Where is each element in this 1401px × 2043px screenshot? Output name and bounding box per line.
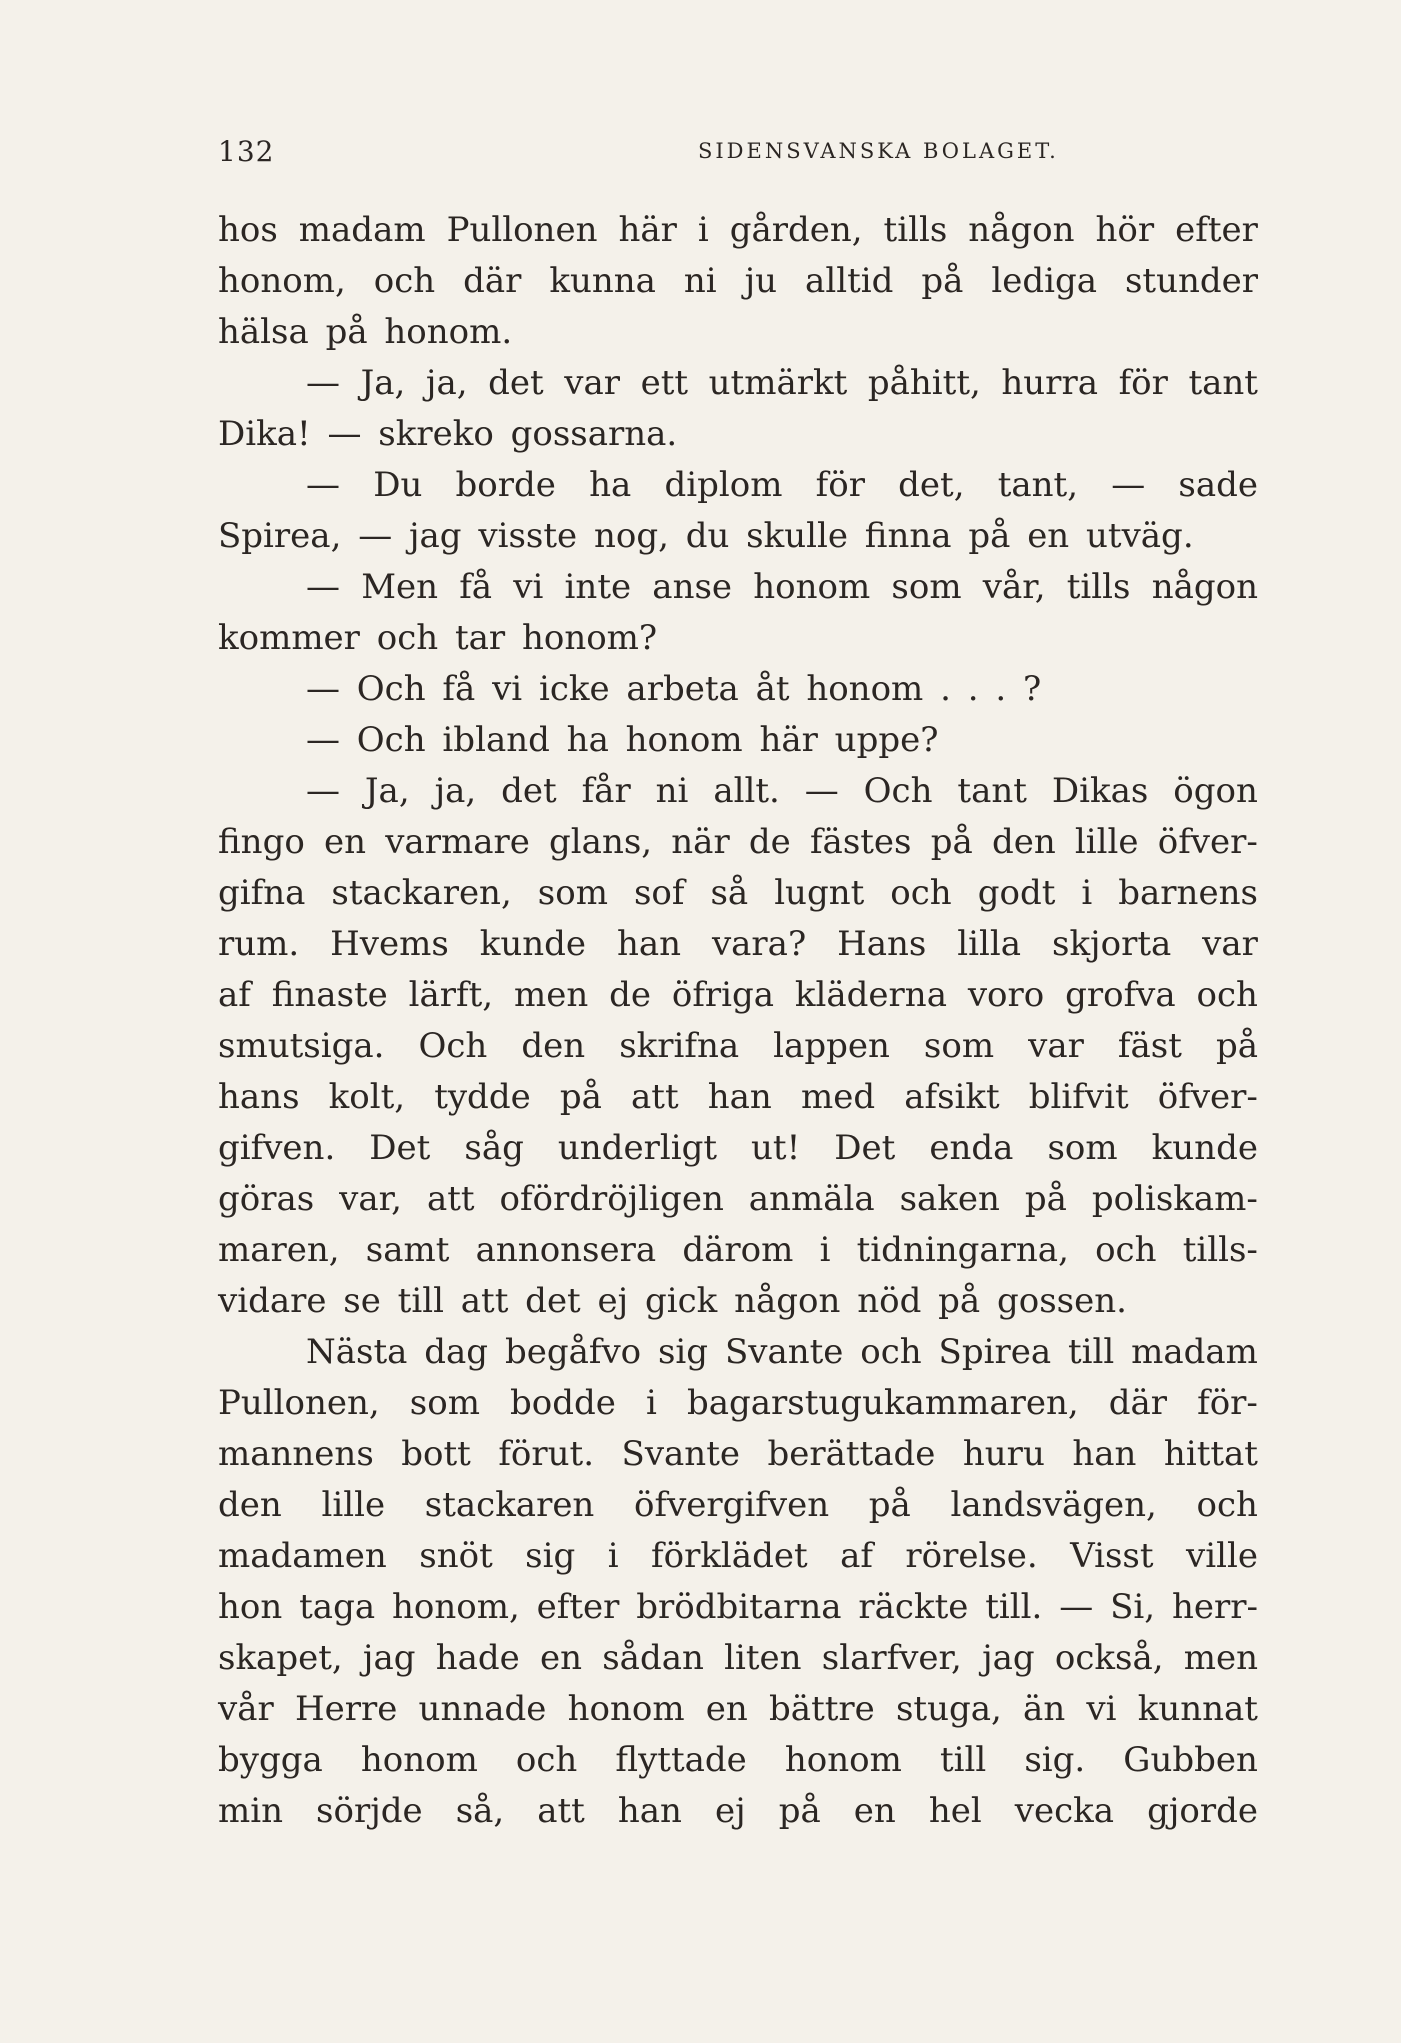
text-line: göras var, att ofördröjligen anmäla saken på poliskam- xyxy=(218,1179,1258,1219)
text-line: rum. Hvems kunde han vara? Hans lilla skjorta var xyxy=(218,924,1258,964)
text-line: mannens bott förut. Svante berättade huru han hittat xyxy=(218,1434,1258,1474)
text-line: hälsa på honom. xyxy=(218,312,513,352)
text-line: — Men få vi inte anse honom som vår, tills någon xyxy=(306,567,1258,607)
text-line: hos madam Pullonen här i gården, tills någon hör efter xyxy=(218,210,1258,250)
text-line: — Och ibland ha honom här uppe? xyxy=(306,720,939,760)
text-line: Dika! — skreko gossarna. xyxy=(218,414,678,454)
text-line: gifna stackaren, som sof så lugnt och godt i barnens xyxy=(218,873,1258,913)
text-line: kommer och tar honom? xyxy=(218,618,658,658)
text-line: madamen snöt sig i förklädet af rörelse. Visst ville xyxy=(218,1536,1258,1576)
running-head: SIDENSVANSKA BOLAGET. xyxy=(698,139,1059,163)
text-line: vår Herre unnade honom en bättre stuga, än vi kunnat xyxy=(218,1689,1258,1729)
text-line: fingo en varmare glans, när de fästes på den lille öfver- xyxy=(218,822,1258,862)
text-line: min sörjde så, att han ej på en hel vecka gjorde xyxy=(218,1791,1258,1831)
text-line: gifven. Det såg underligt ut! Det enda som kunde xyxy=(218,1128,1258,1168)
page-number: 132 xyxy=(218,135,275,168)
text-line: hon taga honom, efter brödbitarna räckte till. — Si, herr- xyxy=(218,1587,1258,1627)
text-line: af finaste lärft, men de öfriga kläderna voro grofva och xyxy=(218,975,1258,1015)
text-line: Spirea, — jag visste nog, du skulle finna på en utväg. xyxy=(218,516,1194,556)
page-header xyxy=(218,135,1258,175)
text-line: maren, samt annonsera därom i tidningarna, och tills- xyxy=(218,1230,1258,1270)
text-line: bygga honom och flyttade honom till sig. Gubben xyxy=(218,1740,1258,1780)
text-line: — Du borde ha diplom för det, tant, — sade xyxy=(306,465,1258,505)
text-line: den lille stackaren öfvergifven på landsvägen, och xyxy=(218,1485,1258,1525)
text-line: skapet, jag hade en sådan liten slarfver, jag också, men xyxy=(218,1638,1258,1678)
text-line: — Ja, ja, det var ett utmärkt påhitt, hurra för tant xyxy=(306,363,1258,403)
text-line: vidare se till att det ej gick någon nöd på gossen. xyxy=(218,1281,1127,1321)
text-line: Pullonen, som bodde i bagarstugukammaren, där för- xyxy=(218,1383,1258,1423)
text-line: Nästa dag begåfvo sig Svante och Spirea till madam xyxy=(306,1332,1258,1372)
text-line: smutsiga. Och den skrifna lappen som var fäst på xyxy=(218,1026,1258,1066)
text-line: honom, och där kunna ni ju alltid på lediga stunder xyxy=(218,261,1258,301)
text-line: — Och få vi icke arbeta åt honom . . . ? xyxy=(306,669,1042,709)
body-text xyxy=(218,205,1258,1837)
text-line: — Ja, ja, det får ni allt. — Och tant Dikas ögon xyxy=(306,771,1258,811)
text-line: hans kolt, tydde på att han med afsikt blifvit öfver- xyxy=(218,1077,1258,1117)
